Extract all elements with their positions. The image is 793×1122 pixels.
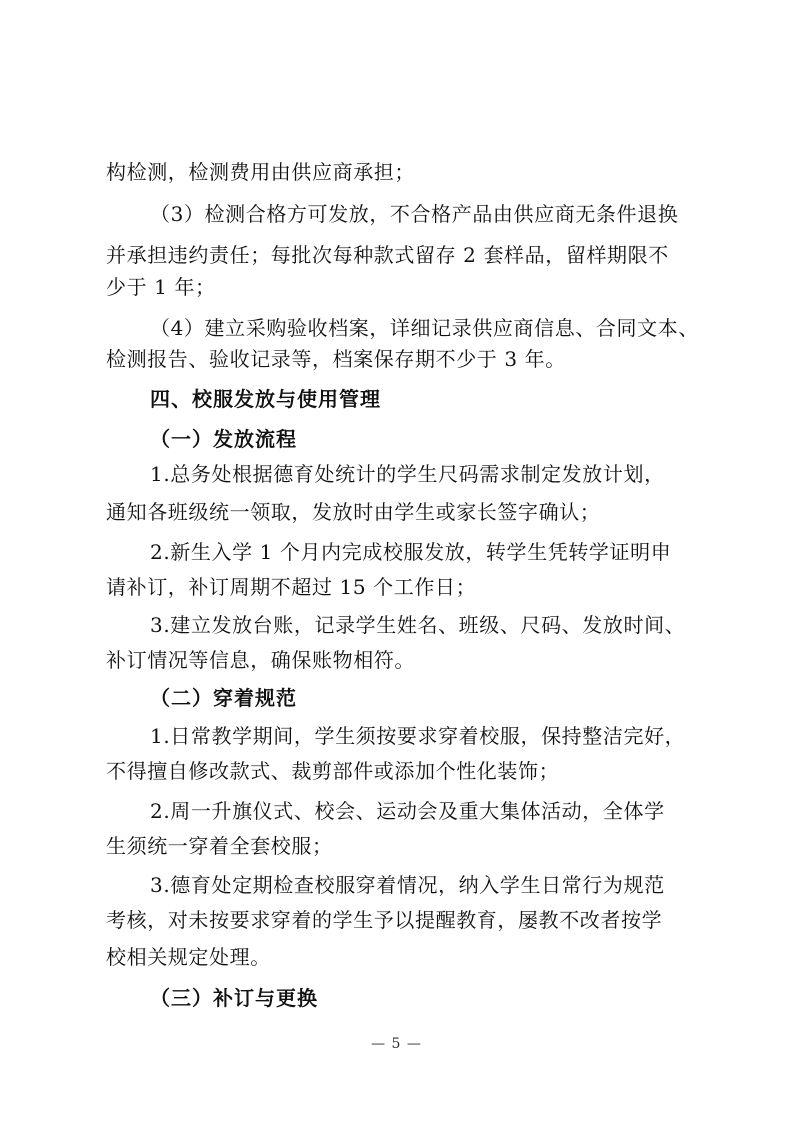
text-line: （4）建立采购验收档案，详细记录供应商信息、合同文本、 [150,316,699,340]
page-number: — 5 — [371,1036,422,1052]
text-line: 3.德育处定期检查校服穿着情况，纳入学生日常行为规范 [150,873,665,897]
text-line: 1.总务处根据德育处统计的学生尺码需求制定发放计划， [150,462,665,486]
subsection-heading: （三）补订与更换 [150,986,318,1010]
subsection-heading: （一）发放流程 [150,427,297,451]
text-line: 不得擅自修改款式、裁剪部件或添加个性化装饰； [106,759,560,783]
text-line: 少于 1 年； [106,275,216,299]
text-line: 考核，对未按要求穿着的学生予以提醒教育，屡教不改者按学 [106,908,663,932]
subsection-heading: （二）穿着规范 [150,686,297,710]
section-heading: 四、校服发放与使用管理 [150,387,381,411]
text-line: （3）检测合格方可发放，不合格产品由供应商无条件退换 [150,202,679,226]
text-line: 2.新生入学 1 个月内完成校服发放，转学生凭转学证明申 [150,540,672,564]
text-line: 1.日常教学期间，学生须按要求穿着校服，保持整洁完好， [150,724,686,748]
text-line: 通知各班级统一领取，发放时由学生或家长签字确认； [106,500,601,524]
text-line: 并承担违约责任；每批次每种款式留存 2 套样品，留样期限不 [106,243,669,267]
text-line: 2.周一升旗仪式、校会、运动会及重大集体活动，全体学 [150,799,665,823]
text-line: 补订情况等信息，确保账物相符。 [106,648,415,672]
text-line: 3.建立发放台账，记录学生姓名、班级、尺码、发放时间、 [150,613,686,637]
text-line: 检测报告、验收记录等，档案保存期不少于 3 年。 [106,347,566,371]
text-line: 请补订，补订周期不超过 15 个工作日； [106,575,477,599]
text-line: 校相关规定处理。 [106,945,271,969]
text-line: 构检测，检测费用由供应商承担； [106,160,415,184]
text-line: 生须统一穿着全套校服； [106,834,333,858]
